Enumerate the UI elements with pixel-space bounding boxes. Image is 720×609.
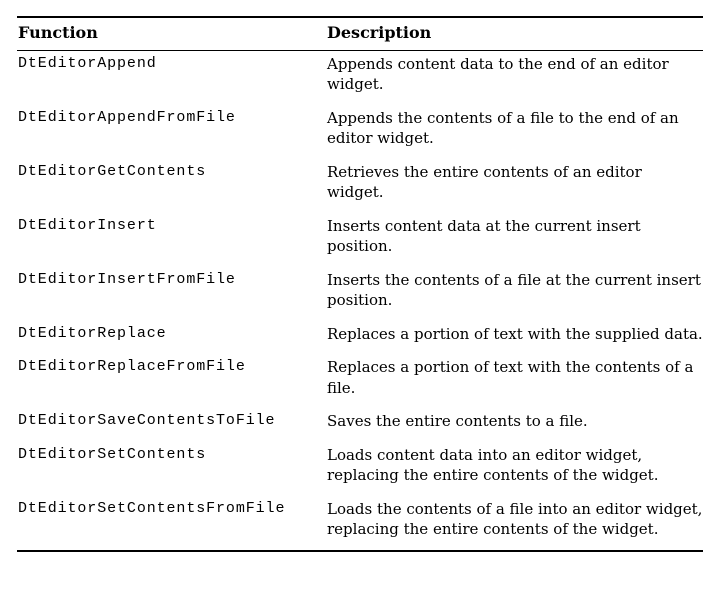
table-row	[17, 354, 703, 408]
function-name: DtEditorReplace	[18, 324, 167, 342]
table-row	[17, 496, 703, 551]
table-row	[17, 159, 703, 213]
table-row	[17, 321, 703, 355]
table-row	[17, 213, 703, 267]
function-name: DtEditorGetContents	[18, 162, 207, 180]
column-header-function: Function	[17, 17, 326, 50]
function-description: Retrieves the entire contents of an editor widget.	[327, 162, 642, 201]
function-name: DtEditorAppend	[18, 54, 157, 72]
function-name: DtEditorInsertFromFile	[18, 270, 236, 288]
function-description: Saves the entire contents to a file.	[327, 412, 588, 430]
function-reference-table	[17, 16, 703, 552]
function-description: Replaces a portion of text with the supplied data.	[327, 324, 703, 343]
function-name: DtEditorReplaceFromFile	[18, 358, 246, 375]
table-row	[17, 267, 703, 321]
function-description: Loads content data into an editor widget, replacing the entire contents of the widget.	[327, 445, 659, 484]
function-name: DtEditorSetContents	[18, 445, 207, 463]
table-body	[17, 50, 703, 551]
function-description: Inserts content data at the current insert position.	[327, 216, 641, 255]
function-description: Appends content data to the end of an editor widget.	[327, 54, 669, 93]
table-header-row	[17, 17, 703, 50]
table-row	[17, 105, 703, 159]
function-description: Inserts the contents of a file at the current insert position.	[327, 270, 701, 309]
function-name: DtEditorSaveContentsToFile	[18, 412, 276, 429]
column-header-description: Description	[326, 17, 703, 50]
function-description: Loads the contents of a file into an editor widget, replacing the entire contents of the widget.	[327, 499, 703, 538]
function-description: Replaces a portion of text with the contents of a file.	[327, 358, 694, 397]
table-row	[17, 408, 703, 442]
function-name: DtEditorInsert	[18, 216, 157, 234]
function-name: DtEditorSetContentsFromFile	[18, 499, 286, 517]
table-row	[17, 50, 703, 105]
table-row	[17, 442, 703, 496]
function-description: Appends the contents of a file to the end of an editor widget.	[327, 108, 679, 147]
function-name: DtEditorAppendFromFile	[18, 108, 236, 126]
